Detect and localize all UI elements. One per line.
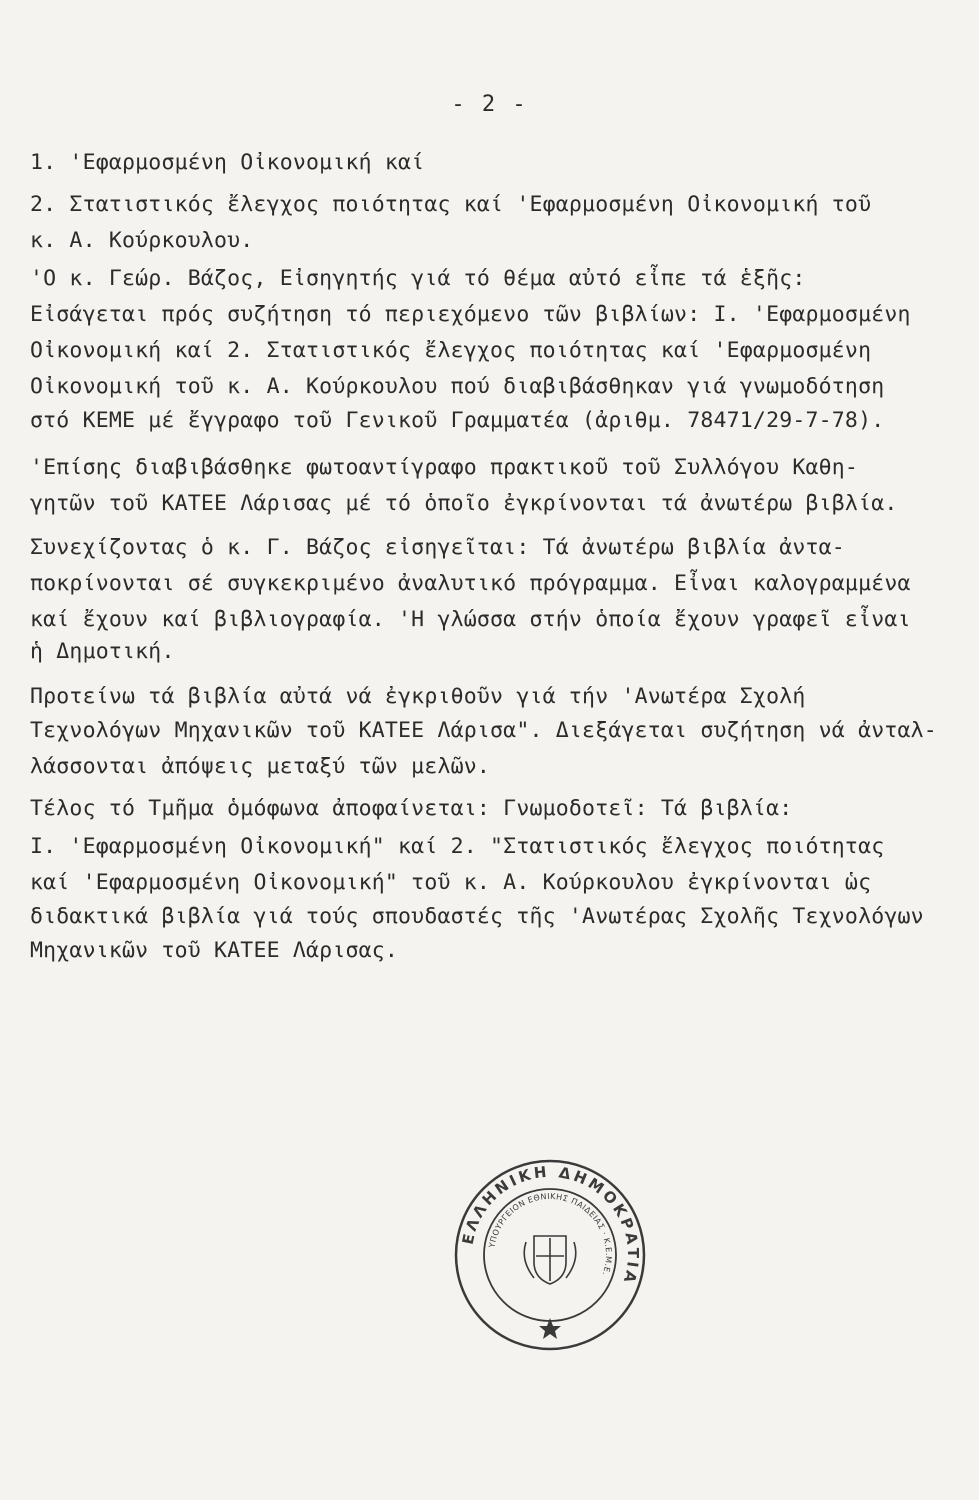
text-line: Τεχνολόγων Μηχανικῶν τοῦ ΚΑΤΕΕ Λάρισα". Διεξάγεται συζήτηση νά ἀνταλ- [30,718,937,743]
text-line: 1. 'Εφαρμοσμένη Οἰκονομική καί [30,150,425,175]
text-line: 'Επίσης διαβιβάσθηκε φωτοαντίγραφο πρακτικοῦ τοῦ Συλλόγου Καθη- [30,455,859,480]
text-line: διδακτικά βιβλία γιά τούς σπουδαστές τῆς 'Ανωτέρας Σχολῆς Τεχνολόγων [30,904,924,929]
text-line: καί 'Εφαρμοσμένη Οἰκονομική" τοῦ κ. Α. Κούρκουλου ἐγκρίνονται ὡς [30,870,872,895]
text-line: 'Ο κ. Γεώρ. Βάζος, Εἰσηγητής γιά τό θέμα αὐτό εἶπε τά ἑξῆς: [30,266,806,291]
stamp-outer-text: ΕΛΛΗΝΙΚΗ ΔΗΜΟΚΡΑΤΙΑ [458,1162,643,1288]
text-line: Προτείνω τά βιβλία αὐτά νά ἐγκριθοῦν γιά τήν 'Ανωτέρα Σχολή [30,684,806,709]
coat-of-arms-icon [524,1236,576,1284]
stamp-inner-text: ΥΠΟΥΡΓΕΙΟΝ ΕΘΝΙΚΗΣ ΠΑΙΔΕΙΑΣ · Κ.Ε.Μ.Ε. [487,1191,614,1277]
text-line: Συνεχίζοντας ὁ κ. Γ. Βάζος εἰσηγεῖται: Τά ἀνωτέρω βιβλία ἀντα- [30,535,845,560]
text-line: στό ΚΕΜΕ μέ ἔγγραφο τοῦ Γενικοῦ Γραμματέα (ἀριθμ. 78471/29-7-78). [30,408,885,433]
text-line: λάσσονται ἀπόψεις μεταξύ τῶν μελῶν. [30,754,491,779]
page-number: - 2 - [451,92,528,117]
text-line: Μηχανικῶν τοῦ ΚΑΤΕΕ Λάρισας. [30,938,399,963]
text-line: γητῶν τοῦ ΚΑΤΕΕ Λάρισας μέ τό ὁποῖο ἐγκρίνονται τά ἀνωτέρω βιβλία. [30,491,898,516]
text-line: Ι. 'Εφαρμοσμένη Οἰκονομική" καί 2. "Στατιστικός ἔλεγχος ποιότητας [30,834,885,859]
text-line: Τέλος τό Τμῆμα ὁμόφωνα ἀποφαίνεται: Γνωμοδοτεῖ: Τά βιβλία: [30,796,793,821]
text-line: Εἰσάγεται πρός συζήτηση τό περιεχόμενο τῶν βιβλίων: Ι. 'Εφαρμοσμένη [30,302,911,327]
text-line: 2. Στατιστικός ἔλεγχος ποιότητας καί 'Εφαρμοσμένη Οἰκονομική τοῦ [30,192,872,217]
text-line: Οἰκονομική τοῦ κ. Α. Κούρκουλου πού διαβιβάσθηκαν γιά γνωμοδότηση [30,374,885,399]
text-line: καί ἔχουν καί βιβλιογραφία. 'Η γλώσσα στήν ὁποία ἔχουν γραφεῖ εἶναι [30,607,911,632]
official-stamp [450,1150,650,1360]
text-line: κ. Α. Κούρκουλου. [30,228,254,253]
stamp-graphic [450,1150,650,1360]
text-line: Οἰκονομική καί 2. Στατιστικός ἔλεγχος ποιότητας καί 'Εφαρμοσμένη [30,338,872,363]
text-line: ποκρίνονται σέ συγκεκριμένο ἀναλυτικό πρόγραμμα. Εἶναι καλογραμμένα [30,571,911,596]
text-line: ἡ Δημοτική. [30,639,175,664]
